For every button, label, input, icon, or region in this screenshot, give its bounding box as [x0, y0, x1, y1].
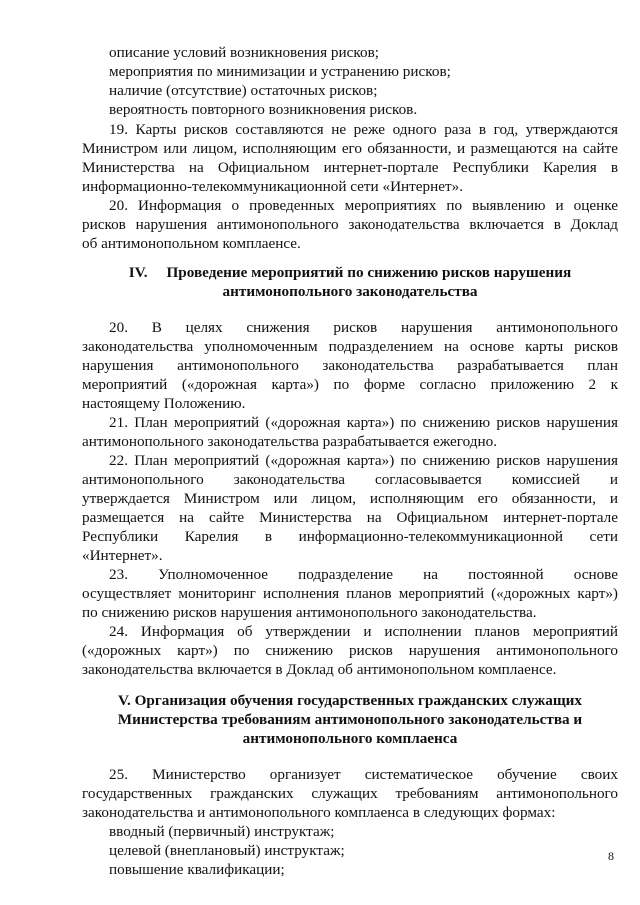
paragraph-line: законодательства уполномоченным подразделением на основе карты рисков	[82, 338, 618, 355]
list-item: вводный (первичный) инструктаж;	[109, 823, 335, 840]
paragraph-line: утверждается Министром или лицом, исполняющим его обязанности, и	[82, 490, 618, 507]
paragraph-line: 21. План мероприятий («дорожная карта») по снижению рисков нарушения	[109, 414, 618, 431]
paragraph-line: 22. План мероприятий («дорожная карта») по снижению рисков нарушения	[109, 452, 618, 469]
paragraph-line: 20. В целях снижения рисков нарушения антимонопольного	[109, 319, 618, 336]
section-heading: антимонопольного комплаенса	[242, 730, 458, 747]
paragraph-line: 23. Уполномоченное подразделение на постоянной основе	[109, 566, 618, 583]
paragraph-line: осуществляет мониторинг исполнения планов мероприятий («дорожных карт»)	[82, 585, 618, 602]
paragraph-line: 24. Информация об утверждении и исполнении планов мероприятий	[109, 623, 618, 640]
paragraph-line: размещается на сайте Министерства на Официальном интернет-портале	[82, 509, 618, 526]
paragraph-line: рисков нарушения антимонопольного законодательства включается в Доклад	[82, 216, 618, 233]
paragraph-line: нарушения антимонопольного законодательства разрабатывается план	[82, 357, 618, 374]
paragraph-line: об антимонопольном комплаенсе.	[82, 235, 301, 252]
paragraph-line: антимонопольного законодательства разрабатывается ежегодно.	[82, 433, 498, 450]
paragraph-line: законодательства включается в Доклад об антимонопольном комплаенсе.	[82, 661, 557, 678]
paragraph-line: 25. Министерство организует систематическое обучение своих	[109, 766, 618, 783]
list-item: мероприятия по минимизации и устранению рисков;	[109, 63, 451, 80]
list-item: целевой (внеплановый) инструктаж;	[109, 842, 345, 859]
section-heading: V. Организация обучения государственных гражданских служащих	[117, 692, 583, 709]
paragraph-line: мероприятий («дорожная карта») по форме согласно приложению 2 к	[82, 376, 618, 393]
paragraph-line: настоящему Положению.	[82, 395, 246, 412]
page-number: 8	[608, 849, 614, 863]
section-heading: IV. Проведение мероприятий по снижению рисков нарушения	[128, 264, 572, 281]
section-heading: Министерства требованиям антимонопольного законодательства и	[117, 711, 583, 728]
paragraph-line: законодательства и антимонопольного комплаенса в следующих формах:	[82, 804, 556, 821]
list-item: описание условий возникновения рисков;	[109, 44, 379, 61]
paragraph-line: («дорожных карт») по снижению рисков нарушения антимонопольного	[82, 642, 618, 659]
paragraph-line: Республики Карелия в информационно-телекоммуникационной сети	[82, 528, 618, 545]
section-heading: антимонопольного законодательства	[222, 283, 478, 300]
paragraph-line: информационно-телекоммуникационной сети «Интернет».	[82, 178, 464, 195]
paragraph-line: Министерства на Официальном интернет-портале Республики Карелия в	[82, 159, 618, 176]
paragraph-line: 20. Информация о проведенных мероприятиях по выявлению и оценке	[109, 197, 618, 214]
paragraph-line: государственных гражданских служащих требованиям антимонопольного	[82, 785, 618, 802]
paragraph-line: по снижению рисков нарушения антимонопольного законодательства.	[82, 604, 537, 621]
list-item: наличие (отсутствие) остаточных рисков;	[109, 82, 378, 99]
paragraph-line: Министром или лицом, исполняющим его обязанности, и размещаются на сайте	[82, 140, 618, 157]
paragraph-line: 19. Карты рисков составляются не реже одного раза в год, утверждаются	[109, 121, 618, 138]
list-item: вероятность повторного возникновения рисков.	[109, 101, 418, 118]
paragraph-line: «Интернет».	[82, 547, 163, 564]
list-item: повышение квалификации;	[109, 861, 285, 878]
paragraph-line: антимонопольного законодательства согласовывается комиссией и	[82, 471, 618, 488]
